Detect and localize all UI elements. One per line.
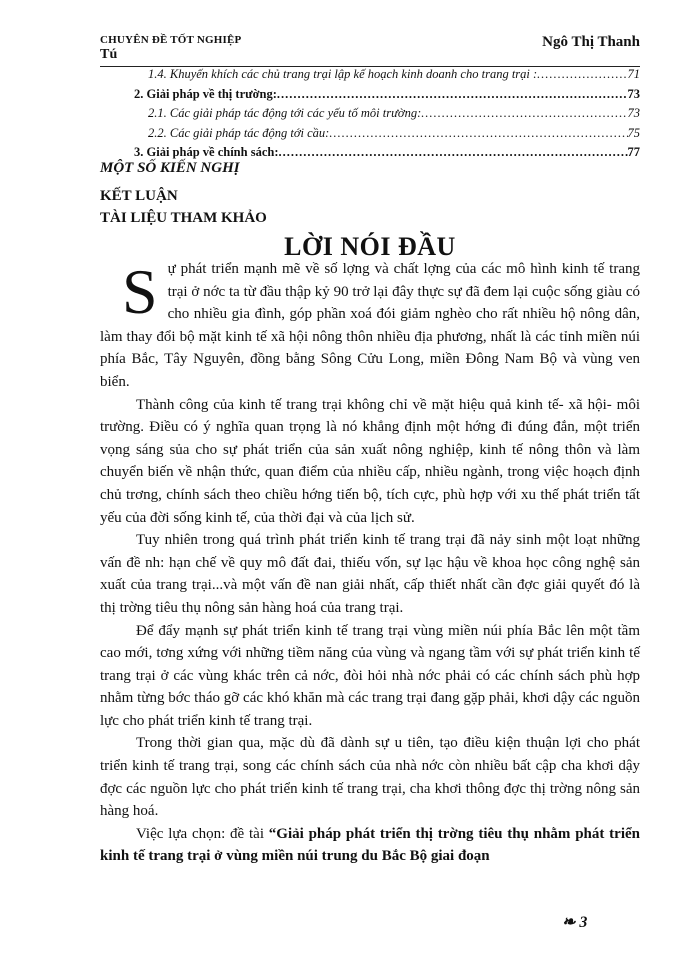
toc-entry-title: 2.1. Các giải pháp tác động tới các yếu tố môi trường: [148, 106, 422, 120]
toc-entry[interactable] [100, 106, 640, 126]
toc-entry[interactable] [100, 126, 640, 146]
section-heading-kien-nghi: MỘT SỐ KIẾN NGHỊ [100, 160, 240, 176]
toc-entry-title: 1.4. Khuyến khích các chủ trang trại lập kế hoạch kinh doanh cho trang trại : [148, 67, 538, 81]
ornament-icon: ❧ [562, 914, 576, 931]
section-heading-tai-lieu: TÀI LIỆU THAM KHẢO [100, 210, 267, 226]
section-heading-ket-luan: KẾT LUẬN [100, 188, 178, 204]
page-number-value: 3 [579, 914, 588, 931]
document-body [100, 258, 640, 868]
toc-entry-page: 75 [627, 125, 640, 140]
header-author: Ngô Thị Thanh [542, 34, 640, 50]
table-of-contents [100, 67, 640, 165]
page-title: LỜI NÓI ĐẦU [284, 232, 456, 261]
paragraph-4: Để đẩy mạnh sự phát triển kinh tế trang trại vùng miền núi phía Bắc lên một tầm cao mới, tơng xứng với những tiềm năng của vùng và ngang tầm với sự phát triển kinh tế trang trại ở các vùng khác trên cả nớc, đòi hỏi nhà nớc phải có các chính sách phù hợp nhằm từng bớc tháo gỡ các khó khăn mà các trang trại đang gặp phải, khơi dậy các nguồn lực cho phát triển kinh tế trang trại. [100, 622, 640, 729]
header-left-line2: Tú [100, 47, 118, 62]
paragraph-6 [100, 823, 640, 868]
toc-entry-page: 73 [627, 86, 640, 101]
toc-entry-title: 2. Giải pháp về thị trường: [134, 86, 277, 101]
paragraph-2: Thành công của kinh tế trang trại không chỉ về mặt hiệu quả kinh tế- xã hội- môi trường. Điều có ý nghĩa quan trọng là nó khẳng định một hớng đi đúng đắn, một triển vọng sáng sủa cho sự phát triển của sản xuất nông nghiệp, kinh tế nông thôn và làm chuyển biến về nhận thức, quan điểm của nhiều cấp, nhiều ngành, trong việc hoạch định chủ trơng, chính sách theo chiều hớng tiến bộ, tích cực, phù hợp với xu thế phát triển tất yếu của đời sống kinh tế, của thời đại và của lịch sử. [100, 396, 640, 526]
paragraph-1-text: ự phát triển mạnh mẽ về số lợng và chất lợng của các mô hình kinh tế trang trại ở nớc ta từ đầu thập kỷ 90 trở lại đây thực sự đã đem lại cuộc sống giàu có cho nhiều gia đình, góp phần xoá đói giảm nghèo cho rất nhiều hộ nông dân, làm thay đổi bộ mặt kinh tế xã hội nông thôn nhiều địa phương, nhất là các tỉnh miền núi phía Bắc, Tây Nguyên, đồng bằng Sông Cửu Long, miền Đông Nam Bộ và vùng ven biển. [100, 261, 640, 390]
page-number [562, 912, 587, 932]
toc-leader [277, 87, 628, 102]
toc-entry-page: 71 [627, 67, 640, 81]
toc-entry[interactable] [100, 67, 640, 87]
paragraph-6-prefix: Việc lựa chọn: đề tài [136, 825, 269, 842]
drop-cap: S [122, 256, 158, 327]
toc-leader [421, 106, 627, 121]
toc-leader [329, 126, 627, 141]
toc-entry-page: 77 [627, 145, 640, 159]
toc-entry[interactable] [100, 87, 640, 107]
toc-entry-page: 73 [627, 106, 640, 120]
toc-entry-title: 3. Giải pháp về chính sách: [134, 145, 279, 159]
paragraph-6-topic: “Giải pháp phát triển thị trờng tiêu thụ nhằm phát triển kinh tế trang trại ở vùng miền núi trung du Bắc Bộ giai đoạn [100, 825, 640, 865]
toc-leader [278, 145, 627, 160]
paragraph-5: Trong thời gian qua, mặc dù đã dành sự u tiên, tạo điều kiện thuận lợi cho phát triển kinh tế trang trại, song các chính sách của nhà nớc còn nhiều bất cập cha khơi dậy đợc các nguồn lực cho phát triển kinh tế trang trại, cha khơi thông đợc thị trờng nông sản hàng hoá. [100, 735, 640, 820]
header-left-line1: CHUYÊN ĐỀ TỐT NGHIỆP [100, 34, 242, 46]
toc-entry-title: 2.2. Các giải pháp tác động tới cầu: [148, 125, 330, 140]
toc-leader [537, 67, 627, 82]
header-thesis-label [100, 34, 241, 63]
paragraph-3: Tuy nhiên trong quá trình phát triển kinh tế trang trại đã nảy sinh một loạt những vấn đề nh: hạn chế về quy mô đất đai, thiếu vốn, sự lạc hậu về khoa học công nghệ sản xuất của trang trại...và một vấn đề nan giải nhất, cấp thiết nhất cần đợc giải quyết đó là thị trờng tiêu thụ nông sản hàng hoá của trang trại. [100, 532, 640, 616]
paragraph-1 [100, 258, 640, 394]
